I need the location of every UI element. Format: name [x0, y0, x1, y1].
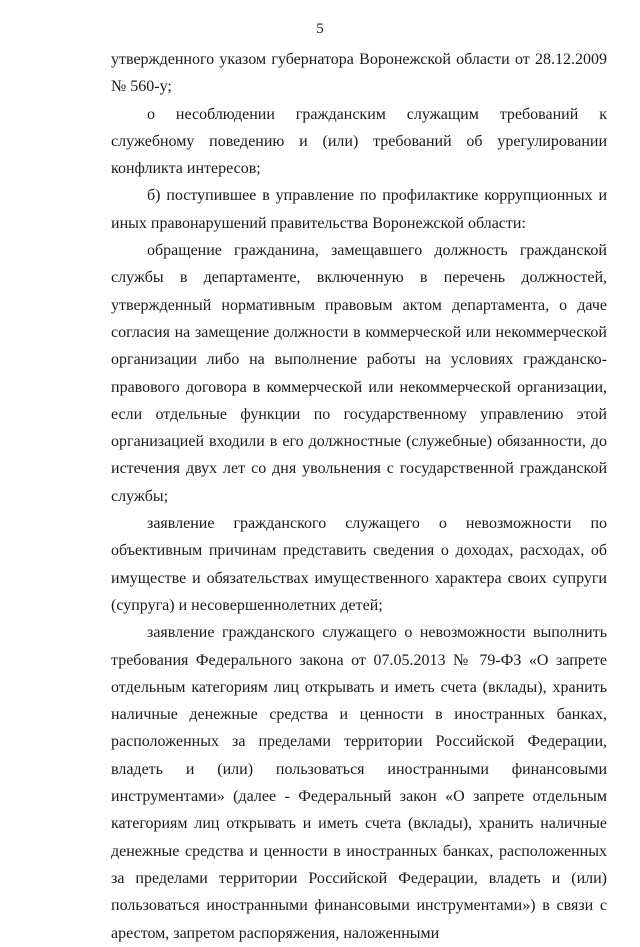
document-body: [111, 46, 607, 947]
paragraph-decree-reference: утвержденного указом губернатора Воронежской области от 28.12.2009 № 560-у;: [111, 51, 607, 96]
page-number: 5: [316, 21, 324, 37]
paragraph-citizen-appeal: обращение гражданина, замещавшего должность гражданской службы в департаменте, включенную в перечень должностей, утвержденный нормативным правовым актом департамента, о даче согласия на замещение должности в коммерческой или некоммерческой организации либо на выполнение работы на условиях гражданско-правового договора в коммерческой или некоммерческой организации, если отдельные функции по государственному управлению этой организацией входили в его должностные (служебные) обязанности, до истечения двух лет со дня увольнения с государственной гражданской службы;: [111, 242, 607, 505]
paragraph-conduct-violation: о несоблюдении гражданским служащим требований к служебному поведению и (или) требований об урегулировании конфликта интересов;: [111, 105, 607, 178]
paragraph-federal-law: заявление гражданского служащего о невозможности выполнить требования Федерального закона от 07.05.2013 № 79-ФЗ «О запрете отдельным категориям лиц открывать и иметь счета (вклады), хранить наличные денежные средства и ценности в иностранных банках, расположенных за пределами территории Российской Федерации, владеть и (или) пользоваться иностранными финансовыми инструментами» (далее - Федеральный закон «О запрете отдельным категориям лиц открывать и иметь счета (вклады), хранить наличные денежные средства и ценности в иностранных банках, расположенных за пределами территории Российской Федерации, владеть и (или) пользоваться иностранными финансовыми инструментами») в связи с арестом, запретом распоряжения, наложенными: [111, 624, 607, 942]
paragraph-income-statement: заявление гражданского служащего о невозможности по объективным причинам представить сведения о доходах, расходах, об имуществе и обязательствах имущественного характера своих супруги (супруга) и несовершеннолетних детей;: [111, 515, 607, 614]
paragraph-anticorruption-office: б) поступившее в управление по профилактике коррупционных и иных правонарушений правительства Воронежской области:: [111, 187, 607, 232]
